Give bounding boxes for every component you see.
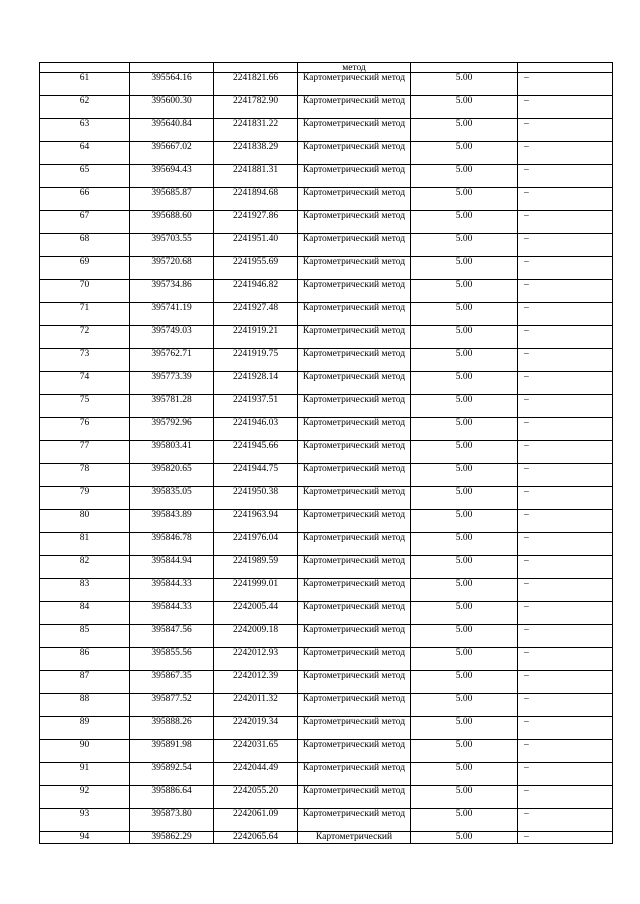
cell-accuracy: 5.00 [411, 372, 518, 395]
table-row [40, 441, 613, 464]
cell-note: – [518, 234, 613, 257]
cell-method: метод [298, 63, 411, 73]
table-row [40, 671, 613, 694]
cell-note: – [518, 625, 613, 648]
cell-accuracy: 5.00 [411, 809, 518, 832]
cell-y: 2241999.01 [214, 579, 298, 602]
cell-method: Картометрический метод [298, 188, 411, 211]
table-row [40, 625, 613, 648]
table-row [40, 234, 613, 257]
table-row [40, 556, 613, 579]
cell-method: Картометрический метод [298, 257, 411, 280]
cell-accuracy: 5.00 [411, 211, 518, 234]
cell-note: – [518, 73, 613, 96]
cell-y: 2242031.65 [214, 740, 298, 763]
cell-x: 395694.43 [130, 165, 214, 188]
cell-note: – [518, 763, 613, 786]
table-row [40, 257, 613, 280]
cell-x: 395847.56 [130, 625, 214, 648]
cell-method: Картометрический метод [298, 142, 411, 165]
table-row [40, 832, 613, 844]
cell-accuracy: 5.00 [411, 786, 518, 809]
table-row [40, 211, 613, 234]
cell-x: 395781.28 [130, 395, 214, 418]
cell-x: 395862.29 [130, 832, 214, 844]
cell-note: – [518, 326, 613, 349]
cell-y: 2242009.18 [214, 625, 298, 648]
cell-y: 2241945.66 [214, 441, 298, 464]
cell-number: 87 [40, 671, 130, 694]
table-row [40, 740, 613, 763]
cell-method: Картометрический метод [298, 740, 411, 763]
cell-number: 65 [40, 165, 130, 188]
cell-accuracy: 5.00 [411, 579, 518, 602]
cell-number: 62 [40, 96, 130, 119]
table-row [40, 717, 613, 740]
cell-number: 63 [40, 119, 130, 142]
cell-note [518, 63, 613, 73]
cell-method: Картометрический метод [298, 303, 411, 326]
table-row [40, 510, 613, 533]
cell-y: 2241928.14 [214, 372, 298, 395]
cell-y: 2241944.75 [214, 464, 298, 487]
cell-method: Картометрический метод [298, 326, 411, 349]
cell-y: 2241919.75 [214, 349, 298, 372]
cell-accuracy: 5.00 [411, 188, 518, 211]
cell-method: Картометрический метод [298, 96, 411, 119]
table-row [40, 96, 613, 119]
cell-accuracy: 5.00 [411, 96, 518, 119]
cell-y: 2241838.29 [214, 142, 298, 165]
cell-number: 64 [40, 142, 130, 165]
cell-accuracy: 5.00 [411, 303, 518, 326]
cell-x: 395888.26 [130, 717, 214, 740]
cell-note: – [518, 96, 613, 119]
cell-x: 395600.30 [130, 96, 214, 119]
cell-y: 2242019.34 [214, 717, 298, 740]
cell-x: 395762.71 [130, 349, 214, 372]
cell-x: 395564.16 [130, 73, 214, 96]
cell-note: – [518, 349, 613, 372]
cell-note: – [518, 280, 613, 303]
table-row [40, 694, 613, 717]
cell-method: Картометрический метод [298, 372, 411, 395]
cell-number: 77 [40, 441, 130, 464]
cell-method: Картометрический метод [298, 119, 411, 142]
cell-accuracy: 5.00 [411, 349, 518, 372]
cell-accuracy: 5.00 [411, 395, 518, 418]
cell-accuracy: 5.00 [411, 602, 518, 625]
cell-accuracy: 5.00 [411, 464, 518, 487]
cell-note: – [518, 165, 613, 188]
table-row [40, 372, 613, 395]
cell-note: – [518, 556, 613, 579]
cell-note: – [518, 257, 613, 280]
cell-accuracy: 5.00 [411, 510, 518, 533]
cell-accuracy: 5.00 [411, 533, 518, 556]
table-row [40, 809, 613, 832]
cell-note: – [518, 533, 613, 556]
cell-method: Картометрический метод [298, 533, 411, 556]
cell-note: – [518, 579, 613, 602]
cell-note: – [518, 119, 613, 142]
cell-accuracy [411, 63, 518, 73]
cell-accuracy: 5.00 [411, 717, 518, 740]
cell-accuracy: 5.00 [411, 694, 518, 717]
cell-x: 395844.33 [130, 579, 214, 602]
cell-y: 2241927.48 [214, 303, 298, 326]
cell-y: 2241937.51 [214, 395, 298, 418]
cell-accuracy: 5.00 [411, 556, 518, 579]
cell-y: 2241976.04 [214, 533, 298, 556]
cell-accuracy: 5.00 [411, 648, 518, 671]
cell-y: 2242011.32 [214, 694, 298, 717]
cell-x: 395703.55 [130, 234, 214, 257]
cell-note: – [518, 211, 613, 234]
cell-number: 79 [40, 487, 130, 510]
cell-x: 395855.56 [130, 648, 214, 671]
cell-note: – [518, 717, 613, 740]
cell-y: 2241946.82 [214, 280, 298, 303]
table-row [40, 648, 613, 671]
cell-method: Картометрический метод [298, 395, 411, 418]
cell-number: 84 [40, 602, 130, 625]
cell-number: 92 [40, 786, 130, 809]
cell-number: 61 [40, 73, 130, 96]
cell-x: 395640.84 [130, 119, 214, 142]
cell-x: 395820.65 [130, 464, 214, 487]
cell-y: 2242055.20 [214, 786, 298, 809]
cell-y: 2241821.66 [214, 73, 298, 96]
table-body [40, 63, 613, 844]
cell-x: 395873.80 [130, 809, 214, 832]
cell-method: Картометрический метод [298, 556, 411, 579]
cell-number: 66 [40, 188, 130, 211]
cell-x [130, 63, 214, 73]
cell-x: 395720.68 [130, 257, 214, 280]
cell-y: 2241989.59 [214, 556, 298, 579]
cell-number: 89 [40, 717, 130, 740]
table-row [40, 142, 613, 165]
cell-method: Картометрический метод [298, 648, 411, 671]
cell-x: 395734.86 [130, 280, 214, 303]
cell-x: 395792.96 [130, 418, 214, 441]
cell-note: – [518, 188, 613, 211]
cell-note: – [518, 648, 613, 671]
table-row [40, 487, 613, 510]
cell-y: 2241955.69 [214, 257, 298, 280]
cell-method: Картометрический метод [298, 717, 411, 740]
cell-accuracy: 5.00 [411, 418, 518, 441]
cell-number: 70 [40, 280, 130, 303]
cell-x: 395886.64 [130, 786, 214, 809]
cell-x: 395685.87 [130, 188, 214, 211]
cell-accuracy: 5.00 [411, 119, 518, 142]
cell-note: – [518, 786, 613, 809]
cell-accuracy: 5.00 [411, 832, 518, 844]
cell-number: 82 [40, 556, 130, 579]
cell-method: Картометрический метод [298, 211, 411, 234]
cell-y: 2241919.21 [214, 326, 298, 349]
cell-note: – [518, 464, 613, 487]
cell-note: – [518, 372, 613, 395]
cell-number: 68 [40, 234, 130, 257]
cell-method: Картометрический метод [298, 510, 411, 533]
cell-accuracy: 5.00 [411, 142, 518, 165]
cell-x: 395877.52 [130, 694, 214, 717]
cell-accuracy: 5.00 [411, 73, 518, 96]
cell-x: 395667.02 [130, 142, 214, 165]
cell-note: – [518, 487, 613, 510]
cell-number: 78 [40, 464, 130, 487]
table-row [40, 349, 613, 372]
table-row [40, 786, 613, 809]
cell-y: 2242044.49 [214, 763, 298, 786]
cell-note: – [518, 694, 613, 717]
cell-number: 74 [40, 372, 130, 395]
cell-number: 81 [40, 533, 130, 556]
cell-method: Картометрический метод [298, 280, 411, 303]
cell-accuracy: 5.00 [411, 326, 518, 349]
cell-y [214, 63, 298, 73]
cell-method: Картометрический метод [298, 579, 411, 602]
continuation-row [40, 63, 613, 73]
cell-note: – [518, 303, 613, 326]
cell-accuracy: 5.00 [411, 625, 518, 648]
cell-number: 90 [40, 740, 130, 763]
cell-x: 395891.98 [130, 740, 214, 763]
cell-y: 2241946.03 [214, 418, 298, 441]
cell-method: Картометрический метод [298, 349, 411, 372]
cell-x: 395844.33 [130, 602, 214, 625]
cell-method: Картометрический метод [298, 234, 411, 257]
cell-y: 2241881.31 [214, 165, 298, 188]
cell-method: Картометрический метод [298, 441, 411, 464]
cell-y: 2241927.86 [214, 211, 298, 234]
cell-y: 2241950.38 [214, 487, 298, 510]
coordinates-table [39, 62, 613, 844]
cell-method: Картометрический метод [298, 464, 411, 487]
cell-y: 2242012.39 [214, 671, 298, 694]
cell-x: 395843.89 [130, 510, 214, 533]
table-row [40, 418, 613, 441]
cell-note: – [518, 142, 613, 165]
cell-x: 395846.78 [130, 533, 214, 556]
cell-method: Картометрический метод [298, 73, 411, 96]
cell-method: Картометрический метод [298, 694, 411, 717]
cell-x: 395835.05 [130, 487, 214, 510]
cell-method: Картометрический метод [298, 625, 411, 648]
cell-x: 395867.35 [130, 671, 214, 694]
cell-accuracy: 5.00 [411, 280, 518, 303]
cell-number: 73 [40, 349, 130, 372]
cell-accuracy: 5.00 [411, 257, 518, 280]
cell-y: 2242061.09 [214, 809, 298, 832]
cell-number: 69 [40, 257, 130, 280]
cell-accuracy: 5.00 [411, 234, 518, 257]
cell-note: – [518, 441, 613, 464]
cell-y: 2242065.64 [214, 832, 298, 844]
cell-y: 2241831.22 [214, 119, 298, 142]
cell-note: – [518, 671, 613, 694]
cell-number: 86 [40, 648, 130, 671]
cell-x: 395688.60 [130, 211, 214, 234]
cell-number: 71 [40, 303, 130, 326]
cell-y: 2241963.94 [214, 510, 298, 533]
cell-x: 395892.54 [130, 763, 214, 786]
cell-accuracy: 5.00 [411, 740, 518, 763]
cell-number: 93 [40, 809, 130, 832]
table-row [40, 303, 613, 326]
cell-number: 85 [40, 625, 130, 648]
cell-number: 83 [40, 579, 130, 602]
cell-accuracy: 5.00 [411, 487, 518, 510]
cell-y: 2241951.40 [214, 234, 298, 257]
cell-method: Картометрический метод [298, 602, 411, 625]
cell-number: 91 [40, 763, 130, 786]
cell-number: 88 [40, 694, 130, 717]
cell-method: Картометрический метод [298, 763, 411, 786]
table-row [40, 464, 613, 487]
table-row [40, 73, 613, 96]
cell-method: Картометрический метод [298, 165, 411, 188]
cell-y: 2241894.68 [214, 188, 298, 211]
cell-note: – [518, 832, 613, 844]
table-row [40, 763, 613, 786]
cell-method: Картометрический метод [298, 487, 411, 510]
table-row [40, 395, 613, 418]
cell-method: Картометрический метод [298, 809, 411, 832]
cell-number: 94 [40, 832, 130, 844]
cell-note: – [518, 395, 613, 418]
table-row [40, 602, 613, 625]
table-row [40, 188, 613, 211]
cell-y: 2242005.44 [214, 602, 298, 625]
cell-x: 395773.39 [130, 372, 214, 395]
cell-method: Картометрический [298, 832, 411, 844]
cell-x: 395741.19 [130, 303, 214, 326]
cell-x: 395844.94 [130, 556, 214, 579]
cell-method: Картометрический метод [298, 786, 411, 809]
cell-y: 2242012.93 [214, 648, 298, 671]
table-row [40, 119, 613, 142]
cell-number: 72 [40, 326, 130, 349]
cell-number: 76 [40, 418, 130, 441]
cell-note: – [518, 418, 613, 441]
cell-accuracy: 5.00 [411, 165, 518, 188]
cell-number: 75 [40, 395, 130, 418]
cell-method: Картометрический метод [298, 671, 411, 694]
cell-number [40, 63, 130, 73]
cell-x: 395749.03 [130, 326, 214, 349]
cell-note: – [518, 602, 613, 625]
table-row [40, 326, 613, 349]
cell-note: – [518, 809, 613, 832]
cell-number: 80 [40, 510, 130, 533]
table-row [40, 533, 613, 556]
cell-note: – [518, 740, 613, 763]
table-row [40, 280, 613, 303]
cell-method: Картометрический метод [298, 418, 411, 441]
cell-accuracy: 5.00 [411, 671, 518, 694]
cell-note: – [518, 510, 613, 533]
cell-accuracy: 5.00 [411, 441, 518, 464]
table-row [40, 165, 613, 188]
cell-number: 67 [40, 211, 130, 234]
cell-accuracy: 5.00 [411, 763, 518, 786]
cell-x: 395803.41 [130, 441, 214, 464]
table-row [40, 579, 613, 602]
cell-y: 2241782.90 [214, 96, 298, 119]
